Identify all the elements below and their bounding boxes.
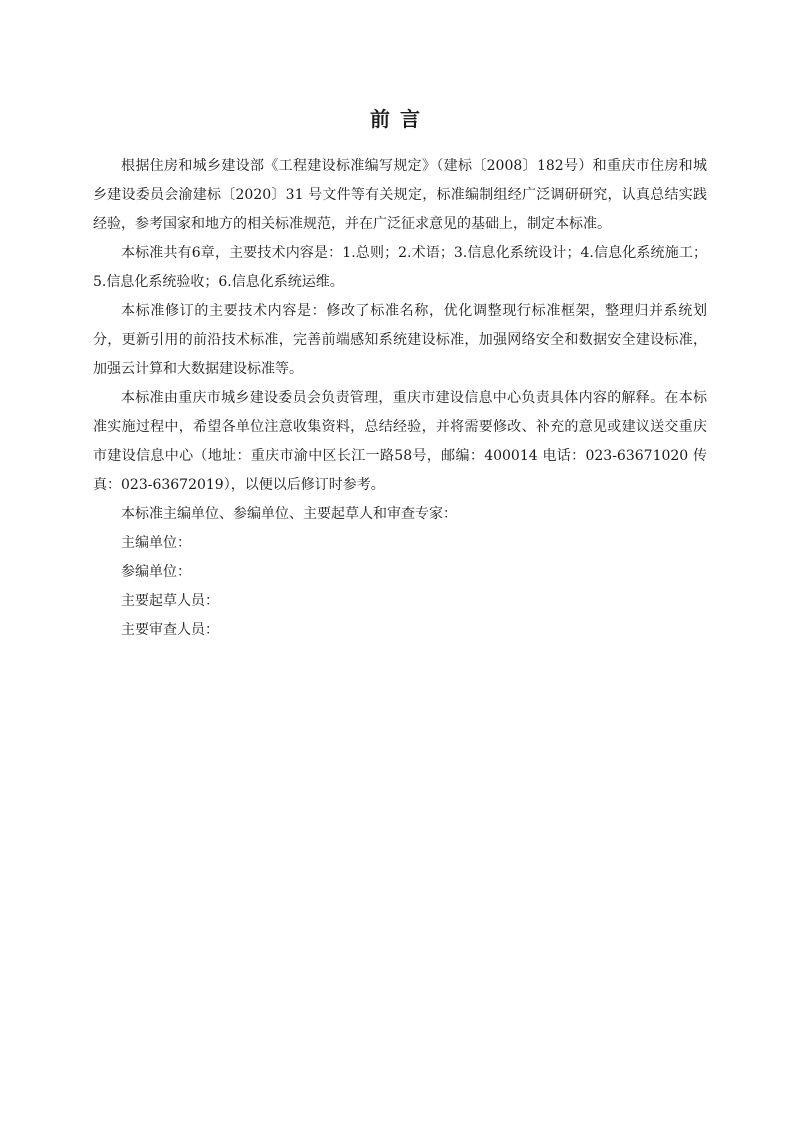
paragraph-chapters: 本标准共有6章，主要技术内容是：1.总则；2.术语；3.信息化系统设计；4.信息化系统施工；5.信息化系统验收；6.信息化系统运维。 <box>93 245 707 290</box>
main-reviewers: 主要审查人员： <box>121 622 219 638</box>
paragraph-basis: 根据住房和城乡建设部《工程建设标准编写规定》（建标〔2008〕182号）和重庆市住房和城乡建设委员会渝建标〔2020〕31 号文件等有关规定，标准编制组经广泛调研研究，认真总结实践经验，参考国家和地方的相关标准规范，并在广泛征求意见的基础上，制定本标准。 <box>93 158 707 232</box>
participating-unit: 参编单位： <box>121 564 191 580</box>
document-body <box>93 152 707 645</box>
paragraph-management: 本标准由重庆市城乡建设委员会负责管理，重庆市建设信息中心负责具体内容的解释。在本标准实施过程中，希望各单位注意收集资料，总结经验，并将需要修改、补充的意见或建议送交重庆市建设信息中心（地址：重庆市渝中区长江一路58号，邮编：400014 电话：023-63671020 传真：023-63672019），以便以后修订时参考。 <box>93 390 707 493</box>
main-drafters: 主要起草人员： <box>121 593 219 609</box>
paragraph-revisions: 本标准修订的主要技术内容是：修改了标准名称，优化调整现行标准框架，整理归并系统划分，更新引用的前沿技术标准，完善前端感知系统建设标准，加强网络安全和数据安全建设标准，加强云计算和大数据建设标准等。 <box>93 303 707 377</box>
chief-editor-unit: 主编单位： <box>121 535 191 551</box>
page-title: 前言 <box>370 107 430 131</box>
paragraph-contributors-intro: 本标准主编单位、参编单位、主要起草人和审查专家： <box>121 506 457 522</box>
